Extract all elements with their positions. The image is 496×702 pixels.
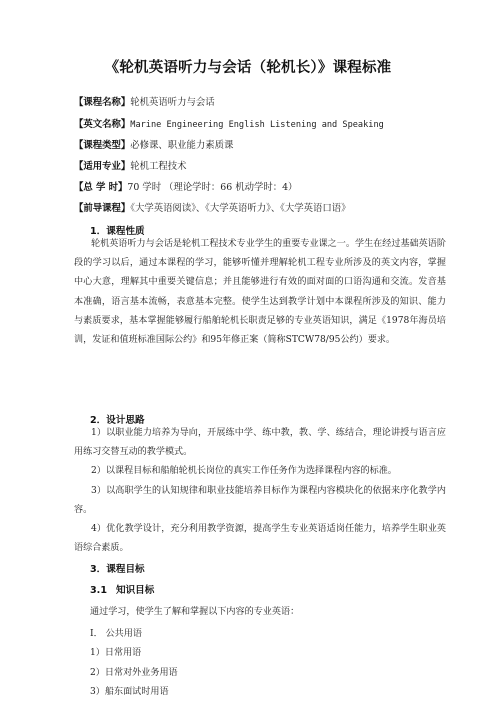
course-name-row: [74, 97, 215, 109]
total-hours-row: [74, 182, 297, 194]
total-hours-value: 70 学时 （理论学时：66 机动学时：4）: [127, 182, 298, 193]
section-2-item-3: 3）以高职学生的认知规律和职业技能培养目标作为课程内容模块化的依据来序化教学内容。: [74, 486, 446, 516]
section-2-item-2: 2）以课程目标和船舶轮机长岗位的真实工作任务作为选择课程内容的标准。: [91, 466, 397, 476]
section-2-item-4: 4）优化教学设计，充分利用教学资源，提高学生专业英语适岗任能力，培养学生职业英语综合素质。: [74, 524, 446, 554]
knowledge-item-3: 2）日常对外业务用语: [90, 668, 178, 678]
english-name-value: Marine Engineering English Listening and Speaking: [130, 120, 384, 130]
english-name-row: [74, 119, 384, 131]
knowledge-item-1: Ⅰ． 公共用语: [90, 629, 142, 639]
course-name-label: 【课程名称】: [74, 97, 131, 108]
knowledge-item-2: 1）日常用语: [90, 648, 142, 658]
course-type-label: 【课程类型】: [74, 140, 131, 151]
course-name-value: 轮机英语听力与会话: [130, 97, 215, 108]
subsection-title: 知识目标: [116, 585, 155, 596]
prerequisite-row: [74, 203, 351, 215]
major-row: [74, 161, 187, 173]
section-2-item-1: 1）以职业能力培养为导向，开展练中学、练中教，教、学、练结合，理论讲授与语言应用练习交替互动的教学模式。: [74, 428, 446, 458]
section-3-heading: 3．课程目标: [90, 564, 145, 575]
knowledge-intro: 通过学习，使学生了解和掌握以下内容的专业英语：: [90, 607, 300, 617]
section-2-heading: 2．设计思路: [90, 415, 145, 426]
subsection-3-1-heading: [90, 582, 154, 596]
subsection-number: 3.1: [90, 585, 107, 596]
prerequisite-value: 《大学英语阅读》、《大学英语听力》、《大学英语口语》: [130, 203, 351, 214]
course-type-row: [74, 140, 233, 152]
major-value: 轮机工程技术: [130, 161, 187, 172]
total-hours-label: 【总 学 时】: [74, 182, 128, 193]
english-name-label: 【英文名称】: [74, 119, 131, 130]
section-1-paragraph: 轮机英语听力与会话是轮机工程技术专业学生的重要专业课之一。学生在经过基础英语阶段的学习以后，通过本课程的学习，能够听懂并理解轮机工程专业所涉及的英文内容，掌握中心大意，理解其中重要关键信息；并且能够进行有效的面对面的口语沟通和交流。发音基本准确，语言基本流畅，表意基本完整。使学生达到教学计划中本课程所涉及的知识、能力与素质要求，基本掌握能够履行船舶轮机长职责足够的专业英语知识，满足《1978年海员培训，发证和值班标准国际公约》和95年修正案（简称STCW78/95公约）要求。: [74, 239, 446, 346]
section-1-heading: 1．课程性质: [90, 226, 145, 237]
knowledge-item-4: 3）船东面试时用语: [90, 687, 169, 697]
course-type-value: 必修课、职业能力素质课: [130, 140, 234, 151]
prerequisite-label: 【前导课程】: [74, 203, 131, 214]
document-title: 《轮机英语听力与会话（轮机长）》课程标准: [104, 60, 392, 76]
major-label: 【适用专业】: [74, 161, 131, 172]
